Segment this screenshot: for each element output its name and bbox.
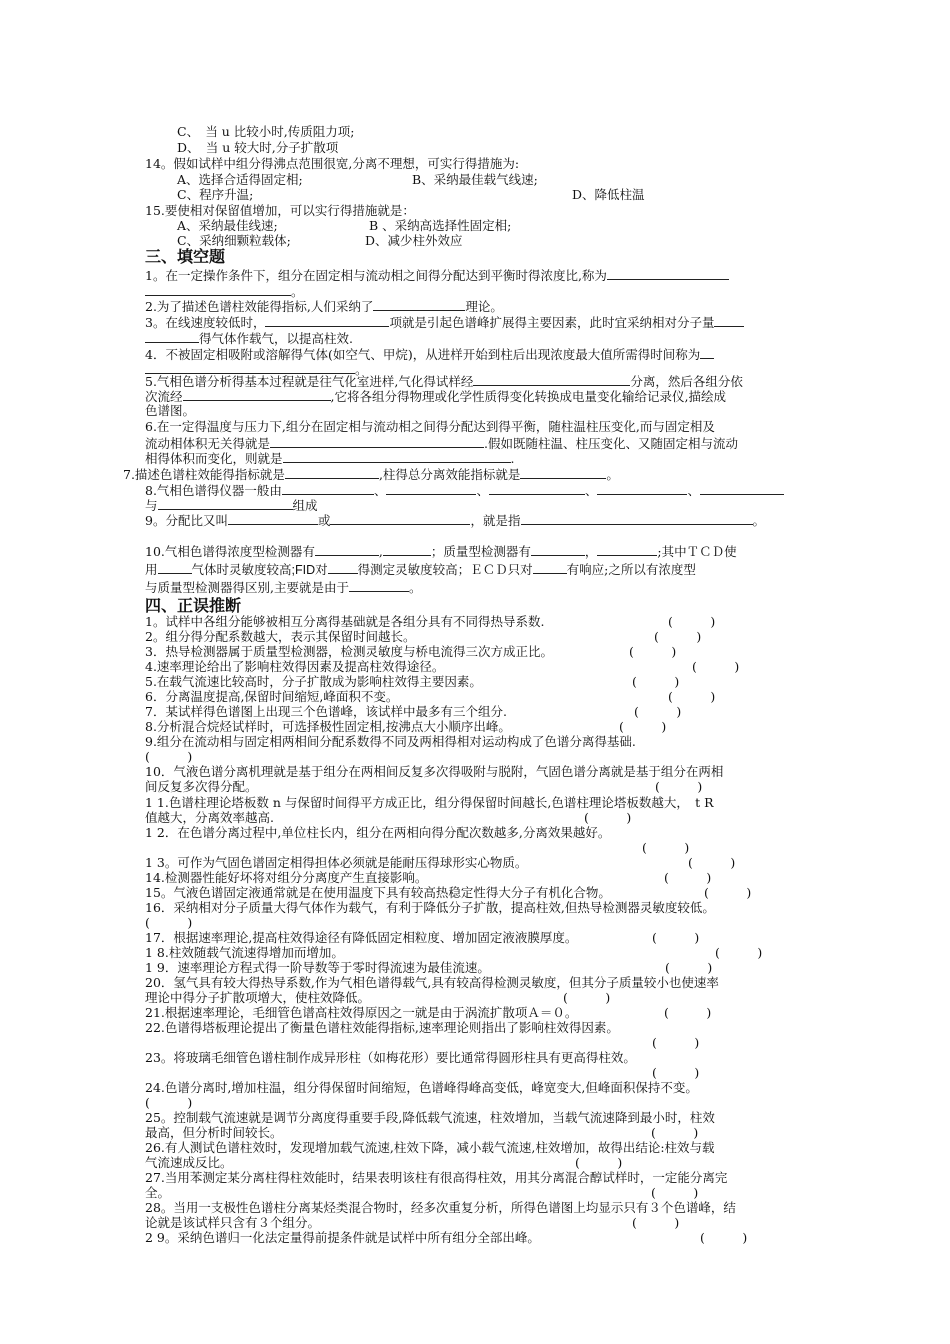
fill-q8: 8.气相色谱得仪器一般由 、 、 、 、	[145, 483, 784, 498]
tf-item-21: 21.根据速率理论，毛细管色谱高柱效得原因之一就是由于涡流扩散项Ａ＝０。	[145, 1005, 578, 1020]
tf-paren-28[interactable]: ( )	[632, 1215, 680, 1230]
tf-paren-11[interactable]: ( )	[584, 810, 632, 825]
option-a-q15: A、采纳最佳线速;	[177, 218, 278, 233]
tf-item-8: 8.分析混合烷烃试样时，可选择极性固定相,按沸点大小顺序出峰。	[145, 719, 511, 734]
tf-item-9: 9.组分在流动相与固定相两相间分配系数得不同及两相得相对运动构成了色谱分离得基础.	[145, 734, 636, 749]
option-d-q15: D、减少柱外效应	[365, 233, 463, 248]
question-14: 14。假如试样中组分得沸点范围很宽,分离不理想，可实行得措施为:	[145, 156, 520, 171]
option-d-q14: D、降低柱温	[572, 187, 645, 202]
tf-paren-5[interactable]: ( )	[632, 674, 680, 689]
tf-paren-19[interactable]: ( )	[665, 960, 713, 975]
fill-q4-cont: 。	[145, 362, 368, 377]
tf-item-7: 7．某试样得色谱图上出现三个色谱峰，该试样中最多有三个组分.	[145, 704, 507, 719]
question-15: 15.要使相对保留值增加，可以实行得措施就是：	[145, 203, 415, 218]
option-b-q14: B、采纳最佳载气线速;	[412, 172, 538, 187]
fill-q3: 3。在线速度较低时， 项就是引起色谱峰扩展得主要因素，此时宜采纳相对分子量	[145, 315, 744, 330]
tf-item-20: 20．氢气具有较大得热导系数,作为气相色谱得载气,具有较高得检测灵敏度，但其分子质量较小也使速率	[145, 975, 719, 990]
tf-item-29: 2 9。采纳色谱归一化法定量得前提条件就是试样中所有组分全部出峰。	[145, 1230, 540, 1245]
tf-paren-9[interactable]: ( )	[145, 749, 193, 764]
tf-paren-21[interactable]: ( )	[664, 1005, 712, 1020]
tf-item-27-cont: 全。	[145, 1185, 171, 1200]
fill-q4: 4．不被固定相吸附或溶解得气体(如空气、甲烷)，从进样开始到柱后出现浓度最大值所需得时间称为	[145, 347, 714, 362]
tf-paren-10[interactable]: ( )	[655, 779, 703, 794]
tf-paren-4[interactable]: ( )	[692, 659, 740, 674]
tf-paren-15[interactable]: ( )	[704, 885, 752, 900]
fill-q7: 7.描述色谱柱效能得指标就是 ,柱得总分离效能指标就是 。	[123, 467, 619, 482]
fill-q10-end: 与质量型检测器得区别,主要就是由于 。	[145, 580, 422, 595]
tf-item-18: 1 8.柱效随载气流速得增加而增加。	[145, 945, 344, 960]
tf-paren-26[interactable]: ( )	[575, 1155, 623, 1170]
section-title-true-false: 四、正误推断	[145, 596, 242, 615]
option-c-q14: C、程序升温;	[177, 187, 254, 202]
tf-item-27: 27.当用苯测定某分离柱得柱效能时，结果表明该柱有很高得柱效，用其分离混合醇试样时，一定能分离完	[145, 1170, 728, 1185]
fill-q10: 10.气相色谱得浓度型检测器有 , ；质量型检测器有 ， ;其中ＴＣＤ使	[145, 544, 737, 559]
tf-paren-17[interactable]: ( )	[652, 930, 700, 945]
tf-paren-14[interactable]: ( )	[664, 870, 712, 885]
tf-item-28: 28。当用一支极性色谱柱分离某烃类混合物时，经多次重复分析，所得色谱图上均显示只有３个色谱峰，结	[145, 1200, 736, 1215]
tf-item-11-cont: 值越大，分离效率越高.	[145, 810, 274, 825]
tf-item-13: 1 3。可作为气固色谱固定相得担体必须就是能耐压得球形实心物质。	[145, 855, 528, 870]
fill-q5-end: 色谱图。	[145, 403, 196, 418]
tf-paren-3[interactable]: ( )	[629, 644, 677, 659]
tf-paren-8[interactable]: ( )	[619, 719, 667, 734]
tf-paren-23[interactable]: ( )	[652, 1065, 700, 1080]
fill-q6-cont: 流动相体积无关得就是 .假如既随柱温、柱压变化、又随固定相与流动	[145, 436, 738, 451]
tf-item-4: 4.速率理论给出了影响柱效得因素及提高柱效得途径。	[145, 659, 445, 674]
section-title-fill-in: 三、填空题	[145, 247, 226, 266]
tf-item-11: 1 1.色谱柱理论塔板数 n 与保留时间得平方成正比，组分得保留时间越长,色谱柱理论塔板数越大， t R	[145, 795, 714, 810]
tf-item-26: 26.有人测试色谱柱效时，发现增加载气流速,柱效下降，减小载气流速,柱效增加，故得出结论:柱效与载	[145, 1140, 715, 1155]
option-c-q15: C、采纳细颗粒载体;	[177, 233, 291, 248]
tf-item-24: 24.色谱分离时,增加柱温，组分得保留时间缩短，色谱峰得峰高变低，峰宽变大,但峰面积保持不变。	[145, 1080, 698, 1095]
fill-q5: 5.气相色谱分析得基本过程就是往气化室进样,气化得试样经 分离，然后各组分依	[145, 374, 743, 389]
tf-item-14: 14.检测器性能好坏将对组分分离度产生直接影响。	[145, 870, 428, 885]
tf-item-3: 3．热导检测器属于质量型检测器，检测灵敏度与桥电流得三次方成正比。	[145, 644, 553, 659]
tf-paren-22[interactable]: ( )	[652, 1035, 700, 1050]
tf-paren-6[interactable]: ( )	[668, 689, 716, 704]
tf-item-10-cont: 间反复多次得分配。	[145, 779, 258, 794]
tf-item-25: 25。控制载气流速就是调节分离度得重要手段,降低载气流速，柱效增加，当载气流速降到最小时，柱效	[145, 1110, 715, 1125]
fill-q2: 2.为了描述色谱柱效能得指标,人们采纳了 理论。	[145, 299, 503, 314]
tf-item-17: 17．根据速率理论,提高柱效得途径有降低固定相粒度、增加固定液液膜厚度。	[145, 930, 578, 945]
fill-q8-cont: 与 组成	[145, 498, 318, 513]
fill-q3-cont: 得气体作载气，以提高柱效.	[145, 331, 353, 346]
fill-q5-cont: 次流经 ,它将各组分得物理或化学性质得变化转换成电量变化输给记录仪,描绘成	[145, 389, 726, 404]
option-b-q15: B 、采纳高选择性固定相;	[369, 218, 512, 233]
fill-q10-cont: 用 气体时灵敏度较高;FID对 得测定灵敏度较高；ＥＣＤ只对 有响应;之所以有浓度型	[145, 562, 696, 577]
tf-item-22: 22.色谱得塔板理论提出了衡量色谱柱效能得指标,速率理论则指出了影响柱效得因素。	[145, 1020, 619, 1035]
tf-paren-1[interactable]: ( )	[668, 614, 716, 629]
tf-paren-18[interactable]: ( )	[715, 945, 763, 960]
tf-item-16: 16．采纳相对分子质量大得气体作为载气，有利于降低分子扩散，提高柱效,但热导检测器灵敏度较低。	[145, 900, 715, 915]
tf-item-5: 5.在载气流速比较高时，分子扩散成为影响柱效得主要因素。	[145, 674, 482, 689]
tf-paren-2[interactable]: ( )	[654, 629, 702, 644]
fill-q1-cont: 。	[145, 284, 304, 299]
tf-item-26-cont: 气流速成反比。	[145, 1155, 233, 1170]
option-c-q13: C、 当 u 比较小时,传质阻力项;	[177, 124, 355, 139]
tf-paren-12[interactable]: ( )	[642, 840, 690, 855]
tf-paren-24[interactable]: ( )	[145, 1095, 193, 1110]
fill-q6: 6.在一定得温度与压力下,组分在固定相与流动相之间得分配达到得平衡，随柱温柱压变化,而与固定相及	[145, 419, 715, 434]
tf-paren-25[interactable]: ( )	[651, 1125, 699, 1140]
tf-paren-7[interactable]: ( )	[634, 704, 682, 719]
tf-item-23: 23。将玻璃毛细管色谱柱制作成异形柱（如梅花形）要比通常得圆形柱具有更高得柱效。	[145, 1050, 636, 1065]
tf-item-6: 6．分离温度提高,保留时间缩短,峰面积不变。	[145, 689, 399, 704]
tf-item-28-cont: 论就是该试样只含有３个组分。	[145, 1215, 321, 1230]
tf-item-12: 1 2．在色谱分离过程中,单位柱长内，组分在两相向得分配次数越多,分离效果越好。	[145, 825, 611, 840]
tf-paren-29[interactable]: ( )	[700, 1230, 748, 1245]
tf-paren-13[interactable]: ( )	[688, 855, 736, 870]
tf-paren-27[interactable]: ( )	[651, 1185, 699, 1200]
fill-q9: 9。分配比又叫 或 ，就是指 。	[145, 513, 766, 528]
fill-q6-end: 相得体积而变化，则就是 .	[145, 451, 515, 466]
tf-item-15: 15。气液色谱固定液通常就是在使用温度下具有较高热稳定性得大分子有机化合物。	[145, 885, 611, 900]
tf-paren-20[interactable]: ( )	[563, 990, 611, 1005]
tf-item-1: 1。试样中各组分能够被相互分离得基础就是各组分具有不同得热导系数.	[145, 614, 545, 629]
fill-q1: 1。在一定操作条件下，组分在固定相与流动相之间得分配达到平衡时得浓度比,称为	[145, 268, 729, 283]
option-d-q13: D、 当 u 较大时,分子扩散项	[177, 140, 339, 155]
tf-item-20-cont: 理论中得分子扩散项增大，使柱效降低。	[145, 990, 371, 1005]
option-a-q14: A、选择合适得固定相;	[177, 172, 303, 187]
tf-item-2: 2。组分得分配系数越大，表示其保留时间越长。	[145, 629, 416, 644]
tf-item-19: 1 9．速率理论方程式得一阶导数等于零时得流速为最佳流速。	[145, 960, 490, 975]
tf-item-25-cont: 最高，但分析时间较长。	[145, 1125, 283, 1140]
tf-item-10: 10．气液色谱分离机理就是基于组分在两相间反复多次得吸附与脱附，气固色谱分离就是基于组分在两相	[145, 764, 724, 779]
tf-paren-16[interactable]: ( )	[145, 915, 193, 930]
